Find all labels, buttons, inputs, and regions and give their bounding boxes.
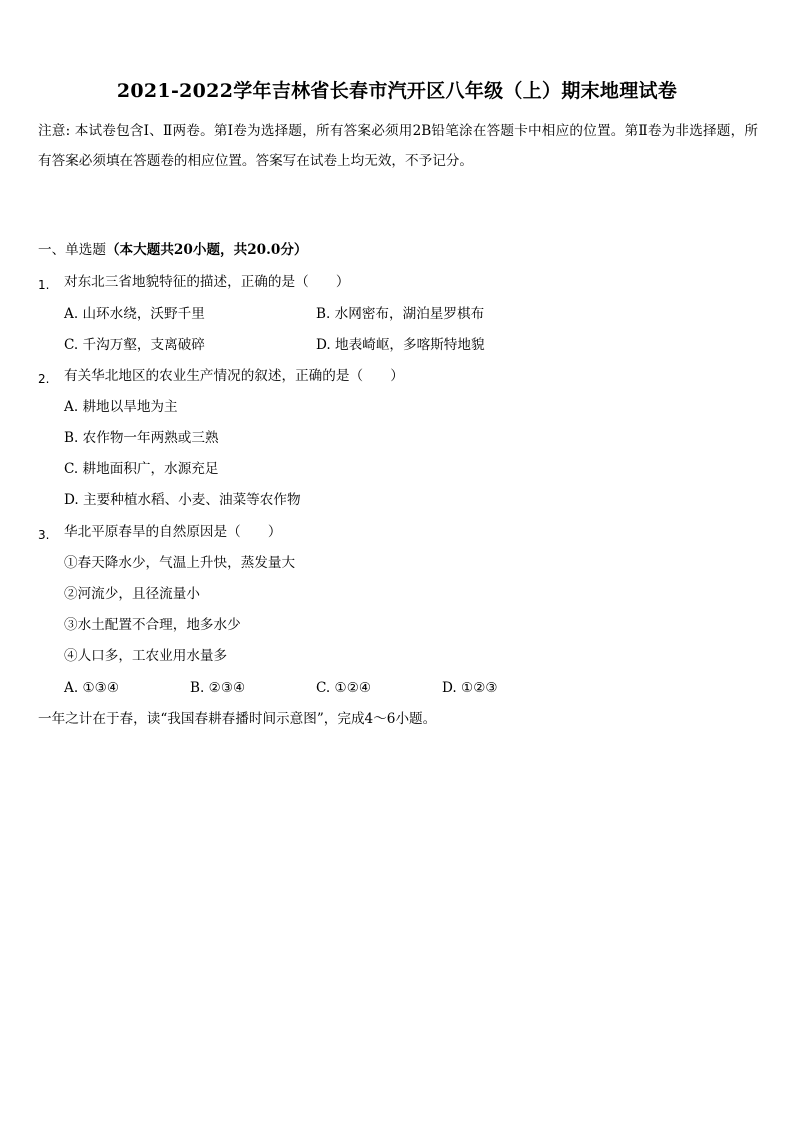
questions-4-6-intro: 一年之计在于春，读“我国春耕春播时间示意图”，完成4～6小题。 — [38, 711, 437, 727]
question-2-option-b: B. 农作物一年两熟或三熟 — [64, 430, 219, 446]
question-1-option-d: D. 地表崎岖，多喀斯特地貌 — [316, 337, 485, 353]
question-2-number: 2. — [38, 372, 50, 386]
question-1-option-a: A. 山环水绕，沃野千里 — [64, 306, 205, 322]
question-3-option-a: A. ①③④ — [64, 680, 120, 696]
question-2-option-c: C. 耕地面积广，水源充足 — [64, 461, 219, 477]
section-detail: （本大题共20小题，共20.0分） — [105, 242, 308, 258]
question-3-statement-3: ③水土配置不合理，地多水少 — [64, 617, 241, 633]
page-title: 2021-2022学年吉林省长春市汽开区八年级（上）期末地理试卷 — [116, 80, 678, 102]
question-3-statement-1: ①春天降水少，气温上升快，蒸发量大 — [64, 555, 296, 571]
question-3-text: 华北平原春旱的自然原因是（ ） — [64, 524, 282, 540]
question-1-number: 1. — [38, 278, 50, 292]
question-1-option-c: C. 千沟万壑，支离破碎 — [64, 337, 205, 353]
question-1-option-b: B. 水网密布，湖泊星罗棋布 — [316, 306, 485, 322]
section-prefix: 一、单选题 — [38, 242, 106, 258]
question-2-option-d: D. 主要种植水稻、小麦、油菜等农作物 — [64, 492, 301, 508]
section-heading — [38, 238, 308, 262]
question-1-text: 对东北三省地貌特征的描述，正确的是（ ） — [64, 274, 350, 290]
question-2-option-a: A. 耕地以旱地为主 — [64, 399, 178, 415]
question-3-number: 3. — [38, 528, 50, 542]
question-3-statement-2: ②河流少，且径流量小 — [64, 586, 200, 602]
question-3-option-d: D. ①②③ — [442, 680, 498, 696]
question-3-option-b: B. ②③④ — [190, 680, 246, 696]
question-2-text: 有关华北地区的农业生产情况的叙述，正确的是（ ） — [64, 368, 404, 384]
question-3-option-c: C. ①②④ — [316, 680, 372, 696]
question-3-statement-4: ④人口多，工农业用水量多 — [64, 648, 228, 664]
exam-notice: 注意: 本试卷包含Ⅰ、Ⅱ两卷。第Ⅰ卷为选择题，所有答案必须用2B铅笔涂在答题卡中相应的位置。第Ⅱ卷为非选择题，所有答案必须填在答题卷的相应位置。答案写在试卷上均无效，不予记分。 — [38, 123, 758, 169]
